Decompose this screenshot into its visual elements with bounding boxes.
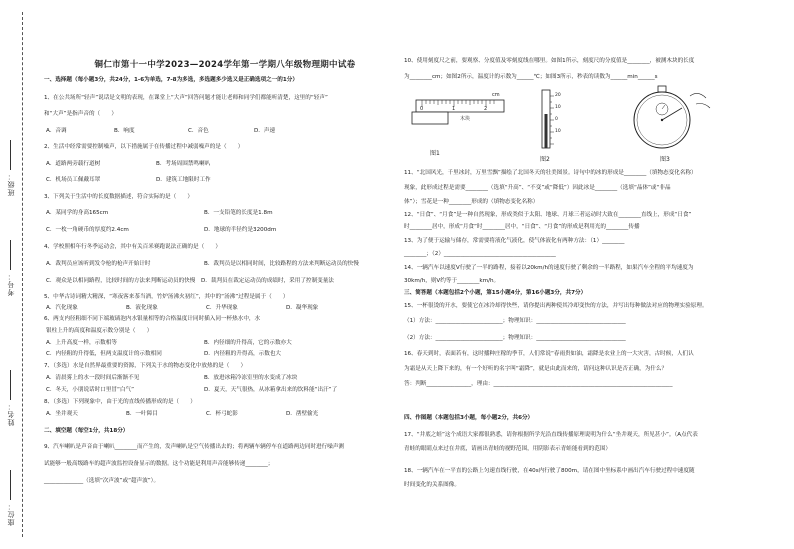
question-16-answer: 答：判断________________，理由：________________________________________________________________: [404, 381, 673, 387]
figure-2-caption: 图2: [540, 156, 550, 163]
question-15: 15、一杯很烫的开水，要使它在冰冷却得快些，请你提出两种使其冷却变快的方法，并写出每种做法对应的物理实验原理。: [404, 303, 708, 309]
figure-1-caption: 图1: [430, 150, 440, 157]
q6-option-a[interactable]: A．上升高度一样，示数相等: [46, 340, 117, 346]
q7-option-c[interactable]: C．冬天，小朋说话时口里冒“白气”: [46, 387, 135, 393]
question-15-method-1: （1）方法：________________________；物理知识：________________________________: [404, 318, 626, 324]
q7-option-a[interactable]: A．清晨雾上的水一段时间后渐渐不见: [46, 375, 140, 381]
fig2-tick-neg10: 10: [555, 129, 561, 134]
q8-option-d[interactable]: D．凿壁偷光: [286, 411, 319, 417]
q1-option-c[interactable]: C．音色: [188, 128, 209, 134]
q3-option-d[interactable]: D．地球的半径约是3200dm: [204, 227, 277, 233]
q8-option-b[interactable]: B．一叶障目: [126, 411, 158, 417]
question-18-line-2: 时间变化的关系图像。: [404, 482, 460, 488]
question-3: 3、下列关于生活中的长度数据描述，符合实际的是（ ）: [44, 194, 193, 200]
question-13-line-1: 13、为了便于运输与储存，常需要将液化气液化，使气体液化有两种方法：（1）________: [404, 238, 625, 244]
section-3-heading: 三、简答题（本题包括2个小题，第15小题4分，第16小题3分，共7分）: [404, 290, 587, 296]
q4-option-cd[interactable]: C．观众是以相同路程，比较时间的方法来判断运动员的快慢 D．裁判员在裁定运动员的成绩时，采用了控制变量法: [46, 278, 334, 284]
question-11-line-1: 11、“北国风光，千里冰封，万里雪飘”描绘了北国冬天的壮美图景。诗句中的冰的形成是________（填物态变化名称）: [404, 170, 697, 176]
fig1-block-label: 木块: [460, 116, 471, 122]
question-9-line-1: 9、汽车喇叭是声音由于喇叭________而产生的，发声喇叭是空气传播出去的；将两辆车辆停车在道路两边同时进行噪声测: [44, 444, 345, 450]
question-4: 4、学校照相年行冬季运动会，其中有关百米赛跑说法正确的是（ ）: [44, 244, 221, 250]
question-18-line-1: 18、一辆汽车在一平直的公路上匀速直线行驶，在40s内行驶了800m，请在图中坐标系中画出汽车行驶过程中速度随: [404, 468, 695, 474]
number-label: 考号：: [7, 272, 15, 296]
q5-option-d[interactable]: D．凝华现象: [286, 305, 319, 311]
question-15-method-2: （2）方法：________________________；物理知识：________________________________: [404, 335, 626, 341]
question-1-line-1: 1、在公共场所“轻声”说话是文明的表现，在课堂上“大声”回答问题才能让老师和同学们都能听清楚，这里的“轻声”: [44, 95, 328, 101]
fig1-unit: cm: [492, 92, 500, 98]
q1-option-d[interactable]: D．声速: [254, 128, 276, 134]
fig1-tick-1: 1: [452, 106, 456, 112]
fig2-tick-10: 10: [555, 105, 561, 110]
question-2: 2、生活中经常需要控制噪声，以下措施属于在传播过程中减弱噪声的是（ ）: [44, 144, 244, 150]
question-8: 8、（多选）下列现象中，由于光的直线传播形成的是（ ）: [44, 399, 196, 405]
section-2-heading: 二、填空题（每空1分，共18分）: [44, 428, 129, 434]
question-11-line-3: 体”）；雪花是一种________形成的（填物态变化名称）: [404, 199, 539, 205]
q2-option-d[interactable]: D．建筑工地限时工作: [156, 177, 211, 183]
number-field: [6, 240, 16, 296]
question-10-line-1: 10、使用刻度尺之前，要观察、分度值及零刻度线在哪里。如图1所示，刻度尺的分度值是________，被测木块的长度: [404, 58, 695, 64]
q6-option-d[interactable]: D．内径粗的升得高，示数也大: [204, 351, 282, 357]
q3-option-b[interactable]: B．一支铅笔的长度是1.8m: [204, 210, 273, 216]
class-field: [6, 140, 16, 196]
question-17-line-1: 17、“井底之蛙”这个成语大家都很熟悉，请你根据所学光沿直线传播原理说明为什么“坐井观天，所见甚小”。（A点代表: [404, 432, 698, 438]
q2-option-b[interactable]: B．考场周围禁鸣喇叭: [156, 161, 211, 167]
q5-option-a[interactable]: A．汽化现象: [46, 305, 78, 311]
figure-2-thermometer: [532, 88, 562, 154]
binding-margin: [0, 0, 36, 549]
q3-option-c[interactable]: C．一枚一角硬币的厚度约2.4cm: [46, 227, 129, 233]
question-7: 7、（多选）水是自然界最重要的资源，下列关于水的物态变化中放热的是（ ）: [44, 363, 247, 369]
section-1-heading: 一、选择题（每小题3分，共24分，1-6为单选，7-8为多选，多选题多少选又是正确选项之一的1分）: [44, 77, 298, 83]
name-label: 姓名：: [7, 402, 15, 426]
q5-option-c[interactable]: C．升华现象: [206, 305, 238, 311]
fig1-tick-2: 2: [484, 106, 488, 112]
question-6-line-2: 银柱上升的高度和温度示数分别是（ ）: [46, 328, 153, 334]
question-1-line-2: 和“大声”是指声音的（ ）: [44, 111, 117, 117]
q2-option-c[interactable]: C．机场员工佩戴耳罩: [46, 177, 101, 183]
page-title: 铜仁市第十一中学2023—2024学年第一学期八年级物理期中试卷: [94, 60, 356, 70]
question-14-line-2: 30km/h，则V约等于________km/h。: [404, 278, 500, 284]
question-14-line-1: 14、一辆汽车以速度V行驶了一半的路程，接着以20km/h的速度行驶了剩余的一半路程，如果汽车全程的平均速度为: [404, 265, 694, 271]
question-5: 5、中华古诗词精大精深，“寒夜客来茶当酒，竹炉汤沸火初红”，其中的“汤沸”过程是属于（ ）: [44, 294, 289, 300]
figure-3-caption: 图3: [660, 156, 670, 163]
q6-option-c[interactable]: C．内径粗的升得低，但两支温度计的示数相同: [46, 351, 162, 357]
question-16-line-1: 16、春天到时，表面若有，这时播种庄稼的季节，人们常说“春雨贵如油，霜降是农业上的一大灾害，古时候，人们认: [404, 351, 694, 357]
question-12-line-2: 时________居中，形成“月食”时________居中，“日食”、“月食”的形成是利用光的________传播: [404, 224, 640, 230]
q1-option-a[interactable]: A．音调: [46, 128, 67, 134]
name-field: [6, 370, 16, 426]
question-11-line-2: 现象，此形成过程是需要________（选填“升高”、“不变”或“降低”）因此冰是________（选填“晶体”或“非晶: [404, 185, 671, 191]
question-10-line-2: 为________cm；如图2所示，温度计的示数为______℃；如图3所示，秒表的读数为______min______s: [404, 74, 658, 80]
question-6-line-1: 6、两支内径粗细不同下端玻璃泡内水银量相等的合格温度计同时插入同一杯热水中，水: [44, 316, 261, 322]
seat-field: [6, 470, 16, 526]
seat-label: 座位：: [7, 502, 15, 526]
question-13-line-2: ________；（2）________________________________________: [404, 251, 556, 257]
q5-option-b[interactable]: B．液化现象: [126, 305, 158, 311]
question-9-line-2: 试能够一般高级路车的超声波监控设备显示的数据。这个功能是利用声音能够传递________；: [44, 461, 274, 467]
q2-option-a[interactable]: A．道路两旁载行道树: [46, 161, 101, 167]
figure-3-stopwatch: [626, 84, 718, 154]
fig2-tick-20: 20: [555, 93, 561, 98]
q4-option-a[interactable]: A．裁判员应该听到发令枪的枪声开始计时: [46, 261, 151, 267]
q4-option-b[interactable]: B．裁判员是以相同时间，比较路程的方法来判断运动员的快慢: [204, 261, 359, 267]
figure-1-ruler: [404, 92, 514, 134]
cut-line: [22, 12, 23, 537]
q7-option-d[interactable]: D．夏天，天气很热，从冰箱拿出来的饮料能“出汗”了: [204, 387, 338, 393]
fig2-tick-0: 0: [555, 117, 558, 122]
q1-option-b[interactable]: B．响度: [114, 128, 135, 134]
q7-option-b[interactable]: B．放进冰箱冷冻室里的水变成了冰块: [204, 375, 298, 381]
question-17-line-2: 青蛙的眼睛点来过在井底，请画出青蛙的视野范围，用阴影表示青蛙能看到的范围）: [404, 446, 611, 452]
class-label: 班级：: [7, 172, 15, 196]
q8-option-c[interactable]: C．杯弓蛇影: [206, 411, 238, 417]
fig1-tick-0: 0: [420, 106, 424, 112]
question-16-line-2: 为霜是从天上降下来的，有一个好听的名字叫“霜降”，就是由此而来的，请问这种认识是否正确，为什么？: [404, 366, 668, 372]
question-9-line-3: ______________（选填“次声波”或“超声波”）。: [44, 478, 160, 484]
question-12-line-1: 12、“日食”、“月食”是一种自然现象，形成类似于太阳、地球、月球三者运动时大致在________直线上，形成“日食”: [404, 212, 692, 218]
q8-option-a[interactable]: A．坐井观天: [46, 411, 78, 417]
q6-option-b[interactable]: B．内径细的升得高，它的示数亦大: [204, 340, 292, 346]
q3-option-a[interactable]: A．某同学的身高165cm: [46, 210, 109, 216]
section-4-heading: 四、作图题（本题包括3小题，每小题2分，共6分）: [404, 415, 534, 421]
